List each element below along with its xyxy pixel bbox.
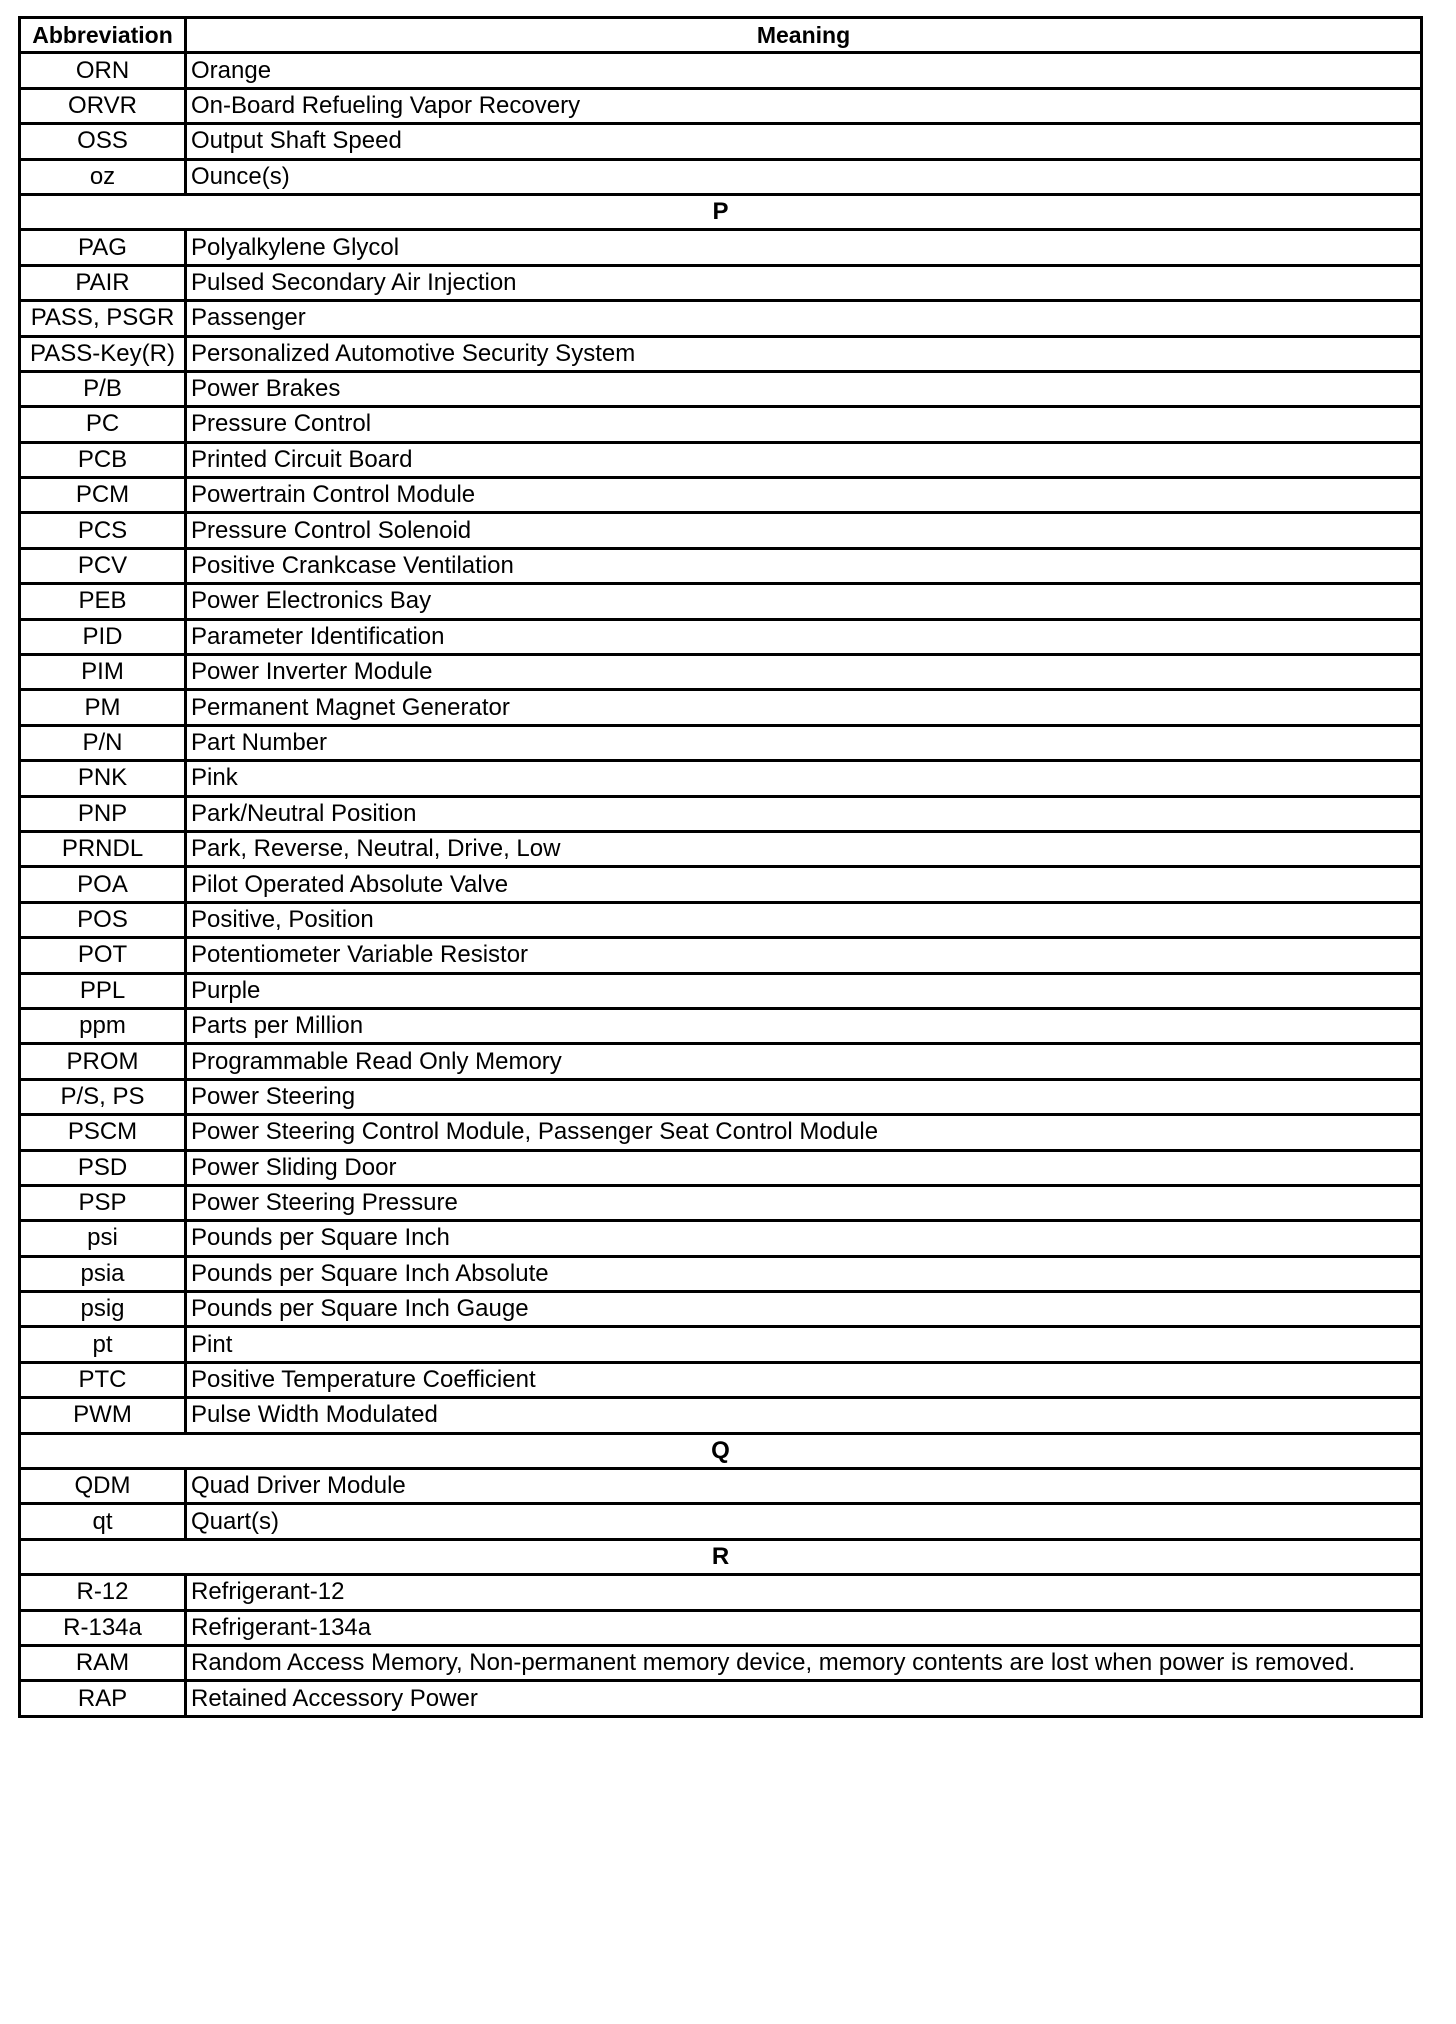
meaning-cell: Positive, Position	[186, 902, 1422, 937]
meaning-cell: Refrigerant-12	[186, 1575, 1422, 1610]
abbreviation-cell: PAIR	[20, 265, 186, 300]
abbreviation-cell: PNK	[20, 761, 186, 796]
meaning-cell: Printed Circuit Board	[186, 442, 1422, 477]
meaning-cell: Pounds per Square Inch	[186, 1221, 1422, 1256]
meaning-cell: Ounce(s)	[186, 159, 1422, 194]
abbreviation-table	[18, 16, 1423, 1718]
abbreviation-cell: PCM	[20, 478, 186, 513]
meaning-cell: Power Electronics Bay	[186, 584, 1422, 619]
meaning-cell: Quart(s)	[186, 1504, 1422, 1539]
meaning-cell: Pressure Control	[186, 407, 1422, 442]
meaning-cell: Pilot Operated Absolute Valve	[186, 867, 1422, 902]
abbreviation-cell: PWM	[20, 1398, 186, 1433]
abbreviation-cell: P/B	[20, 371, 186, 406]
table-row	[20, 513, 1422, 548]
meaning-cell: Random Access Memory, Non-permanent memory device, memory contents are lost when power is removed.	[186, 1645, 1422, 1680]
abbreviation-cell: psig	[20, 1292, 186, 1327]
meaning-cell: Pounds per Square Inch Absolute	[186, 1256, 1422, 1291]
table-row	[20, 1610, 1422, 1645]
abbreviation-cell: qt	[20, 1504, 186, 1539]
table-row	[20, 230, 1422, 265]
table-row	[20, 1150, 1422, 1185]
table-row	[20, 655, 1422, 690]
table-row	[20, 1292, 1422, 1327]
meaning-cell: Passenger	[186, 301, 1422, 336]
abbreviation-cell: PSD	[20, 1150, 186, 1185]
abbreviation-cell: PID	[20, 619, 186, 654]
meaning-cell: Programmable Read Only Memory	[186, 1044, 1422, 1079]
abbreviation-cell: PTC	[20, 1362, 186, 1397]
abbreviation-cell: OSS	[20, 124, 186, 159]
meaning-cell: Positive Temperature Coefficient	[186, 1362, 1422, 1397]
abbreviation-cell: P/N	[20, 725, 186, 760]
table-body	[20, 53, 1422, 1716]
section-letter: R	[20, 1539, 1422, 1574]
table-row	[20, 1681, 1422, 1716]
abbreviation-cell: PASS-Key(R)	[20, 336, 186, 371]
table-row	[20, 690, 1422, 725]
meaning-cell: Power Brakes	[186, 371, 1422, 406]
abbreviation-cell: QDM	[20, 1469, 186, 1504]
abbreviation-cell: PRNDL	[20, 831, 186, 866]
abbreviation-cell: psi	[20, 1221, 186, 1256]
abbreviation-cell: PCB	[20, 442, 186, 477]
table-row	[20, 867, 1422, 902]
table-row	[20, 442, 1422, 477]
meaning-cell: Power Sliding Door	[186, 1150, 1422, 1185]
section-letter: Q	[20, 1433, 1422, 1468]
meaning-cell: Permanent Magnet Generator	[186, 690, 1422, 725]
abbreviation-cell: PEB	[20, 584, 186, 619]
abbreviation-cell: RAP	[20, 1681, 186, 1716]
table-row	[20, 124, 1422, 159]
meaning-cell: Potentiometer Variable Resistor	[186, 938, 1422, 973]
table-row	[20, 1185, 1422, 1220]
table-row	[20, 1256, 1422, 1291]
abbreviation-cell: PASS, PSGR	[20, 301, 186, 336]
meaning-cell: Pounds per Square Inch Gauge	[186, 1292, 1422, 1327]
table-row	[20, 159, 1422, 194]
abbreviation-cell: R-12	[20, 1575, 186, 1610]
abbreviation-cell: PM	[20, 690, 186, 725]
header-meaning: Meaning	[186, 18, 1422, 53]
meaning-cell: Power Steering	[186, 1079, 1422, 1114]
abbreviation-cell: PSP	[20, 1185, 186, 1220]
abbreviation-cell: POT	[20, 938, 186, 973]
table-row	[20, 796, 1422, 831]
meaning-cell: Pint	[186, 1327, 1422, 1362]
abbreviation-cell: P/S, PS	[20, 1079, 186, 1114]
table-row	[20, 584, 1422, 619]
table-row	[20, 725, 1422, 760]
meaning-cell: Part Number	[186, 725, 1422, 760]
abbreviation-cell: PIM	[20, 655, 186, 690]
abbreviation-cell: oz	[20, 159, 186, 194]
table-row	[20, 973, 1422, 1008]
abbreviation-cell: PROM	[20, 1044, 186, 1079]
table-row	[20, 1044, 1422, 1079]
abbreviation-cell: POS	[20, 902, 186, 937]
table-row	[20, 407, 1422, 442]
table-row	[20, 1327, 1422, 1362]
table-row	[20, 53, 1422, 88]
meaning-cell: Power Steering Pressure	[186, 1185, 1422, 1220]
abbreviation-cell: PPL	[20, 973, 186, 1008]
meaning-cell: Quad Driver Module	[186, 1469, 1422, 1504]
meaning-cell: Refrigerant-134a	[186, 1610, 1422, 1645]
section-row	[20, 1433, 1422, 1468]
abbreviation-cell: PAG	[20, 230, 186, 265]
table-row	[20, 88, 1422, 123]
meaning-cell: On-Board Refueling Vapor Recovery	[186, 88, 1422, 123]
table-row	[20, 1398, 1422, 1433]
section-row	[20, 1539, 1422, 1574]
meaning-cell: Pulsed Secondary Air Injection	[186, 265, 1422, 300]
table-row	[20, 265, 1422, 300]
abbreviation-cell: R-134a	[20, 1610, 186, 1645]
table-row	[20, 938, 1422, 973]
meaning-cell: Powertrain Control Module	[186, 478, 1422, 513]
meaning-cell: Parts per Million	[186, 1008, 1422, 1043]
meaning-cell: Power Inverter Module	[186, 655, 1422, 690]
table-row	[20, 1469, 1422, 1504]
section-row	[20, 194, 1422, 229]
meaning-cell: Pink	[186, 761, 1422, 796]
table-row	[20, 1115, 1422, 1150]
abbreviation-cell: PSCM	[20, 1115, 186, 1150]
meaning-cell: Pressure Control Solenoid	[186, 513, 1422, 548]
table-row	[20, 1079, 1422, 1114]
table-row	[20, 548, 1422, 583]
meaning-cell: Park/Neutral Position	[186, 796, 1422, 831]
meaning-cell: Parameter Identification	[186, 619, 1422, 654]
table-row	[20, 619, 1422, 654]
header-abbreviation: Abbreviation	[20, 18, 186, 53]
abbreviation-cell: pt	[20, 1327, 186, 1362]
table-row	[20, 371, 1422, 406]
table-row	[20, 1575, 1422, 1610]
meaning-cell: Output Shaft Speed	[186, 124, 1422, 159]
meaning-cell: Park, Reverse, Neutral, Drive, Low	[186, 831, 1422, 866]
meaning-cell: Polyalkylene Glycol	[186, 230, 1422, 265]
abbreviation-cell: POA	[20, 867, 186, 902]
meaning-cell: Positive Crankcase Ventilation	[186, 548, 1422, 583]
table-row	[20, 1504, 1422, 1539]
abbreviation-cell: PCV	[20, 548, 186, 583]
abbreviation-cell: ORVR	[20, 88, 186, 123]
abbreviation-cell: ORN	[20, 53, 186, 88]
meaning-cell: Purple	[186, 973, 1422, 1008]
abbreviation-cell: psia	[20, 1256, 186, 1291]
table-row	[20, 478, 1422, 513]
meaning-cell: Power Steering Control Module, Passenger Seat Control Module	[186, 1115, 1422, 1150]
abbreviation-cell: PC	[20, 407, 186, 442]
abbreviation-cell: ppm	[20, 1008, 186, 1043]
header-row	[20, 18, 1422, 53]
abbreviation-cell: PCS	[20, 513, 186, 548]
table-row	[20, 1221, 1422, 1256]
table-row	[20, 761, 1422, 796]
section-letter: P	[20, 194, 1422, 229]
meaning-cell: Pulse Width Modulated	[186, 1398, 1422, 1433]
abbreviation-cell: PNP	[20, 796, 186, 831]
meaning-cell: Orange	[186, 53, 1422, 88]
table-row	[20, 831, 1422, 866]
table-row	[20, 336, 1422, 371]
table-row	[20, 301, 1422, 336]
table-row	[20, 1362, 1422, 1397]
table-row	[20, 1645, 1422, 1680]
table-row	[20, 902, 1422, 937]
meaning-cell: Personalized Automotive Security System	[186, 336, 1422, 371]
meaning-cell: Retained Accessory Power	[186, 1681, 1422, 1716]
abbreviation-cell: RAM	[20, 1645, 186, 1680]
table-row	[20, 1008, 1422, 1043]
